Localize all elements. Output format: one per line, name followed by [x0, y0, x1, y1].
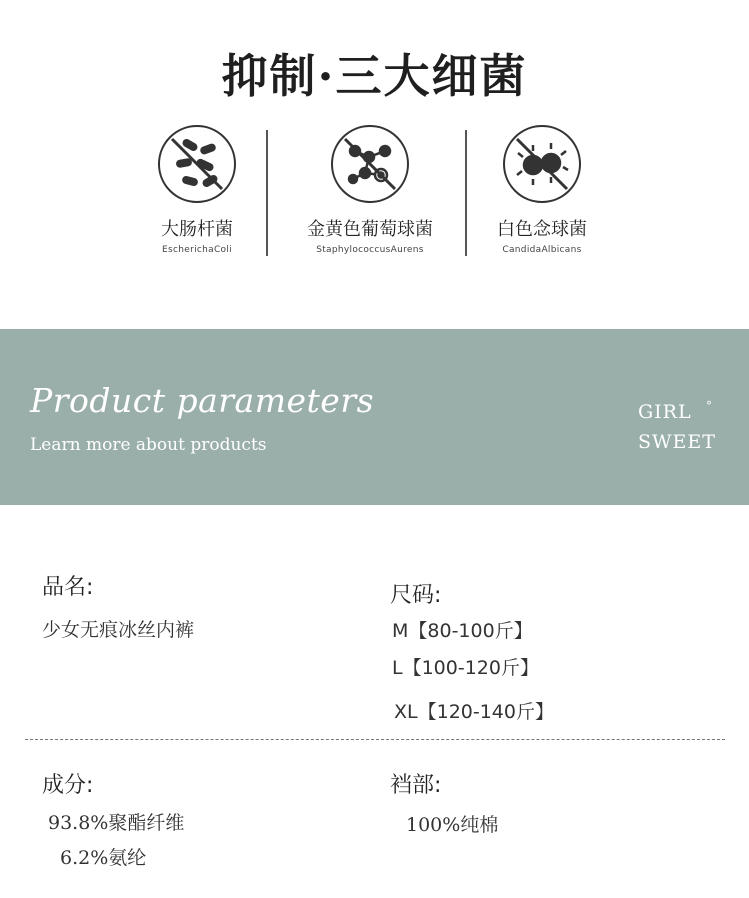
size-option: L【100-120斤】 — [392, 657, 539, 679]
crotch-label: 裆部: — [390, 773, 442, 798]
banner-tag-degree: ° — [706, 399, 712, 413]
vertical-divider — [465, 130, 467, 256]
composition-value: 93.8%聚酯纤维 — [48, 812, 185, 834]
banner-tag-girl: GIRL — [638, 401, 692, 423]
bacteria-name-cn: 大肠杆菌 — [161, 219, 233, 240]
composition-label: 成分: — [42, 773, 94, 798]
name-value: 少女无痕冰丝内裤 — [42, 619, 195, 641]
cocci-bacteria-icon — [331, 125, 409, 203]
banner-tag-sweet: SWEET — [638, 431, 716, 453]
virus-bacteria-icon — [503, 125, 581, 203]
bacteria-item — [442, 125, 642, 255]
bacteria-row — [0, 125, 749, 265]
dashed-divider — [25, 739, 725, 740]
size-option: XL【120-140斤】 — [394, 701, 554, 723]
bacteria-name-en: StaphylococcusAurens — [316, 245, 424, 255]
size-option: M【80-100斤】 — [392, 620, 533, 642]
bacteria-name-en: CandidaAlbicans — [502, 245, 582, 255]
banner-heading: Product parameters — [30, 381, 375, 420]
vertical-divider — [266, 130, 268, 256]
bacteria-name-en: EscherichaColi — [162, 245, 232, 255]
product-parameters-banner — [0, 329, 749, 505]
page-title: 抑制·三大细菌 — [221, 49, 528, 103]
bacteria-name-cn: 白色念球菌 — [497, 219, 587, 240]
name-label: 品名: — [42, 575, 94, 600]
bacteria-name-cn: 金黄色葡萄球菌 — [307, 219, 433, 240]
composition-value: 6.2%氨纶 — [60, 847, 147, 869]
crotch-value: 100%纯棉 — [406, 814, 499, 836]
bacteria-item — [270, 125, 470, 255]
rod-bacteria-icon — [158, 125, 236, 203]
banner-subheading: Learn more about products — [30, 435, 267, 455]
size-label: 尺码: — [390, 583, 442, 608]
